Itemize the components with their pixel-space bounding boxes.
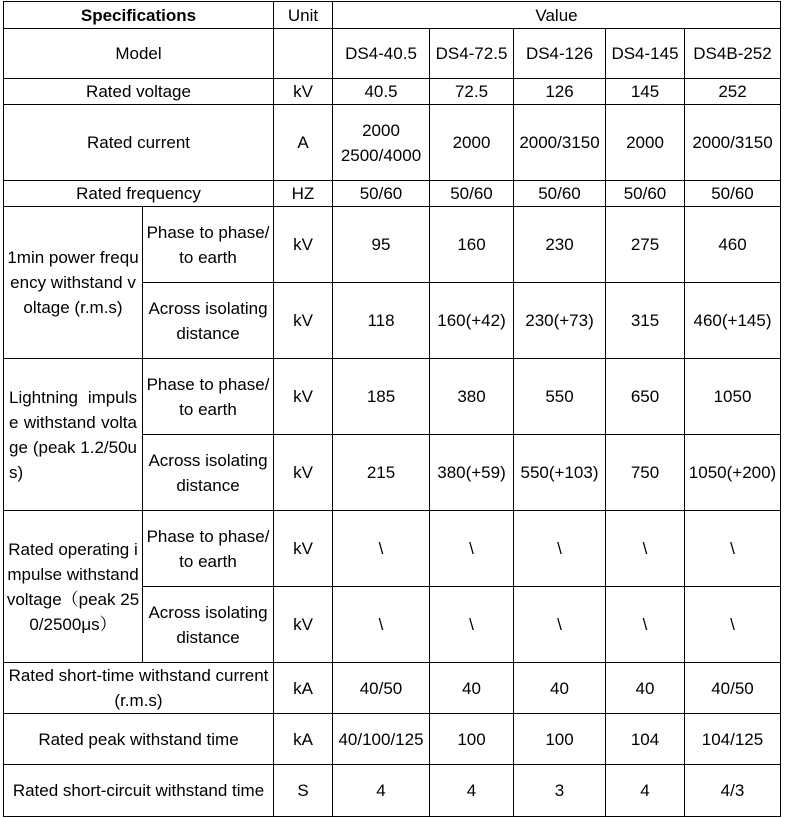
short-time-row bbox=[4, 663, 781, 714]
operating-phase-value-1: \ bbox=[333, 511, 430, 587]
operating-phase-unit: kV bbox=[274, 511, 333, 587]
short-circuit-value-5: 4/3 bbox=[685, 765, 781, 817]
rated-current-unit: A bbox=[274, 105, 333, 181]
header-specifications: Specifications bbox=[4, 2, 274, 29]
rated-current-row bbox=[4, 105, 781, 181]
power-frequency-across-value-5: 460(+145) bbox=[685, 283, 781, 359]
power-frequency-across-value-4: 315 bbox=[606, 283, 685, 359]
lightning-impulse-label: Lightning impulse withstand voltage (peak 1.2/50us) bbox=[4, 359, 143, 511]
rated-voltage-value-4: 145 bbox=[606, 79, 685, 105]
rated-current-label: Rated current bbox=[4, 105, 274, 181]
peak-withstand-label: Rated peak withstand time bbox=[4, 714, 274, 765]
short-time-unit: kA bbox=[274, 663, 333, 714]
model-value-3: DS4-126 bbox=[514, 29, 606, 79]
power-frequency-phase-label: Phase to phase/ to earth bbox=[143, 207, 274, 283]
lightning-phase-unit: kV bbox=[274, 359, 333, 435]
rated-voltage-value-5: 252 bbox=[685, 79, 781, 105]
operating-phase-value-5: \ bbox=[685, 511, 781, 587]
lightning-across-value-4: 750 bbox=[606, 435, 685, 511]
peak-withstand-row bbox=[4, 714, 781, 765]
short-time-value-2: 40 bbox=[430, 663, 514, 714]
power-frequency-phase-value-5: 460 bbox=[685, 207, 781, 283]
model-row bbox=[4, 29, 781, 79]
peak-withstand-value-3: 100 bbox=[514, 714, 606, 765]
short-time-value-3: 40 bbox=[514, 663, 606, 714]
peak-withstand-value-1: 40/100/125 bbox=[333, 714, 430, 765]
operating-phase-value-2: \ bbox=[430, 511, 514, 587]
peak-withstand-unit: kA bbox=[274, 714, 333, 765]
peak-withstand-value-4: 104 bbox=[606, 714, 685, 765]
model-label: Model bbox=[4, 29, 274, 79]
operating-impulse-label: Rated operating impulse withstand voltage（peak 250/2500μs） bbox=[4, 511, 143, 663]
lightning-across-label: Across isolating distance bbox=[143, 435, 274, 511]
peak-withstand-value-2: 100 bbox=[430, 714, 514, 765]
lightning-phase-value-1: 185 bbox=[333, 359, 430, 435]
operating-across-value-3: \ bbox=[514, 587, 606, 663]
short-circuit-value-2: 4 bbox=[430, 765, 514, 817]
operating-across-label: Across isolating distance bbox=[143, 587, 274, 663]
operating-across-value-5: \ bbox=[685, 587, 781, 663]
header-value: Value bbox=[333, 2, 781, 29]
peak-withstand-value-5: 104/125 bbox=[685, 714, 781, 765]
header-unit: Unit bbox=[274, 2, 333, 29]
model-value-1: DS4-40.5 bbox=[333, 29, 430, 79]
rated-current-value-1: 2000 2500/4000 bbox=[333, 105, 430, 181]
short-circuit-label: Rated short-circuit withstand time bbox=[4, 765, 274, 817]
rated-frequency-value-1: 50/60 bbox=[333, 181, 430, 207]
model-unit bbox=[274, 29, 333, 79]
rated-voltage-value-1: 40.5 bbox=[333, 79, 430, 105]
short-circuit-value-4: 4 bbox=[606, 765, 685, 817]
rated-frequency-unit: HZ bbox=[274, 181, 333, 207]
specifications-table bbox=[3, 1, 781, 817]
lightning-phase-value-2: 380 bbox=[430, 359, 514, 435]
short-time-value-1: 40/50 bbox=[333, 663, 430, 714]
operating-phase-value-3: \ bbox=[514, 511, 606, 587]
power-frequency-label: 1min power frequency withstand voltage (r.m.s) bbox=[4, 207, 143, 359]
header-row bbox=[4, 2, 781, 29]
rated-current-value-5: 2000/3150 bbox=[685, 105, 781, 181]
lightning-phase-row bbox=[4, 359, 781, 435]
short-time-label: Rated short-time withstand current (r.m.s) bbox=[4, 663, 274, 714]
rated-voltage-value-2: 72.5 bbox=[430, 79, 514, 105]
rated-frequency-value-2: 50/60 bbox=[430, 181, 514, 207]
power-frequency-across-value-2: 160(+42) bbox=[430, 283, 514, 359]
lightning-across-unit: kV bbox=[274, 435, 333, 511]
power-frequency-phase-value-3: 230 bbox=[514, 207, 606, 283]
power-frequency-phase-row bbox=[4, 207, 781, 283]
model-value-4: DS4-145 bbox=[606, 29, 685, 79]
rated-current-value-2: 2000 bbox=[430, 105, 514, 181]
power-frequency-across-label: Across isolating distance bbox=[143, 283, 274, 359]
power-frequency-phase-value-2: 160 bbox=[430, 207, 514, 283]
short-circuit-value-3: 3 bbox=[514, 765, 606, 817]
power-frequency-across-value-3: 230(+73) bbox=[514, 283, 606, 359]
model-value-5: DS4B-252 bbox=[685, 29, 781, 79]
rated-current-value-4: 2000 bbox=[606, 105, 685, 181]
rated-voltage-unit: kV bbox=[274, 79, 333, 105]
lightning-across-value-2: 380(+59) bbox=[430, 435, 514, 511]
lightning-phase-value-3: 550 bbox=[514, 359, 606, 435]
operating-across-unit: kV bbox=[274, 587, 333, 663]
power-frequency-phase-value-1: 95 bbox=[333, 207, 430, 283]
short-circuit-value-1: 4 bbox=[333, 765, 430, 817]
operating-phase-label: Phase to phase/to earth bbox=[143, 511, 274, 587]
power-frequency-phase-value-4: 275 bbox=[606, 207, 685, 283]
model-value-2: DS4-72.5 bbox=[430, 29, 514, 79]
operating-phase-row bbox=[4, 511, 781, 587]
rated-voltage-label: Rated voltage bbox=[4, 79, 274, 105]
short-circuit-row bbox=[4, 765, 781, 817]
power-frequency-phase-unit: kV bbox=[274, 207, 333, 283]
lightning-phase-value-5: 1050 bbox=[685, 359, 781, 435]
rated-frequency-value-3: 50/60 bbox=[514, 181, 606, 207]
lightning-across-value-3: 550(+103) bbox=[514, 435, 606, 511]
operating-across-value-4: \ bbox=[606, 587, 685, 663]
short-time-value-4: 40 bbox=[606, 663, 685, 714]
operating-phase-value-4: \ bbox=[606, 511, 685, 587]
operating-across-value-1: \ bbox=[333, 587, 430, 663]
rated-voltage-value-3: 126 bbox=[514, 79, 606, 105]
rated-current-value-3: 2000/3150 bbox=[514, 105, 606, 181]
lightning-phase-value-4: 650 bbox=[606, 359, 685, 435]
lightning-phase-label: Phase to phase/ to earth bbox=[143, 359, 274, 435]
short-time-value-5: 40/50 bbox=[685, 663, 781, 714]
lightning-across-value-1: 215 bbox=[333, 435, 430, 511]
short-circuit-unit: S bbox=[274, 765, 333, 817]
rated-frequency-row bbox=[4, 181, 781, 207]
power-frequency-across-unit: kV bbox=[274, 283, 333, 359]
rated-voltage-row bbox=[4, 79, 781, 105]
operating-across-value-2: \ bbox=[430, 587, 514, 663]
lightning-across-value-5: 1050(+200) bbox=[685, 435, 781, 511]
rated-frequency-label: Rated frequency bbox=[4, 181, 274, 207]
rated-frequency-value-5: 50/60 bbox=[685, 181, 781, 207]
power-frequency-across-value-1: 118 bbox=[333, 283, 430, 359]
rated-frequency-value-4: 50/60 bbox=[606, 181, 685, 207]
